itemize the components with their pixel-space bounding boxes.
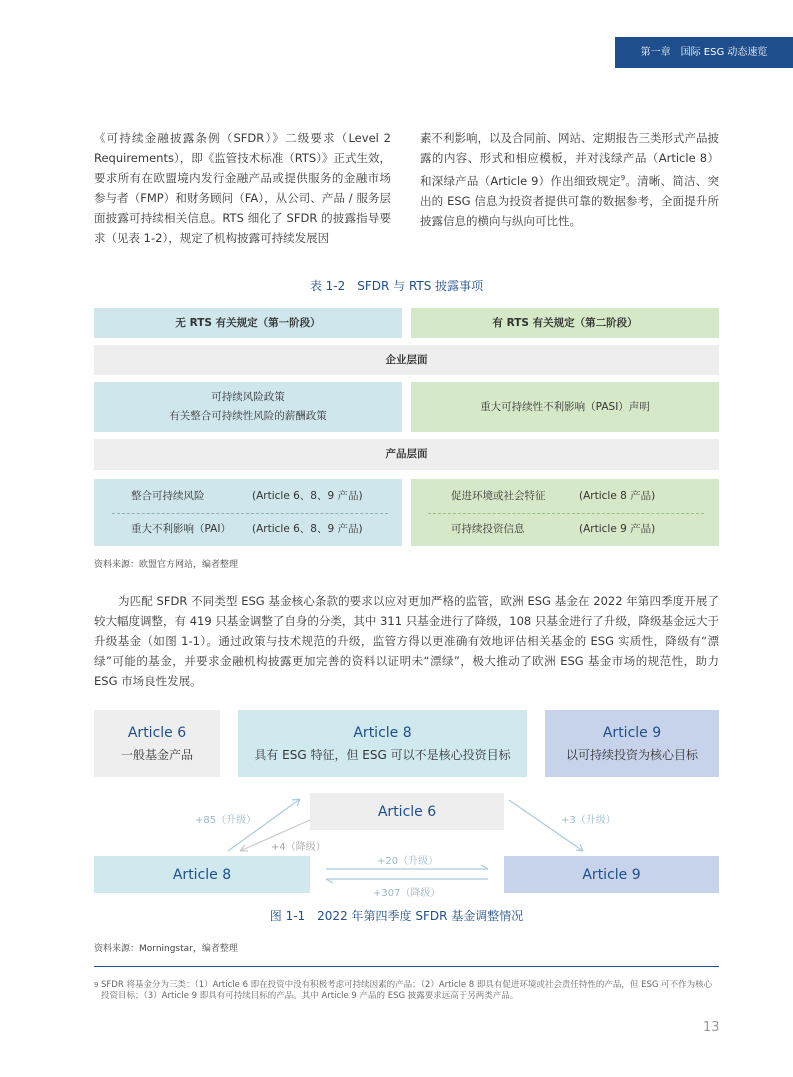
footnote-ref: 9 [620,174,626,182]
product-stage1-item-name: 重大不利影响（PAI） [131,523,231,535]
product-stage1-item-scope: (Article 6、8、9 产品) [252,523,363,535]
footnote [94,980,719,1002]
table-source: 资料来源：欧盟官方网站，编者整理 [94,560,239,570]
enterprise-stage2-cell: 重大可持续性不利影响（PASI）声明 [411,382,719,432]
enterprise-stage1-line2: 有关整合可持续性风险的薪酬政策 [169,410,327,422]
flow-label-a9-to-a8: +307（降级） [373,888,441,899]
product-stage2-item-name: 促进环境或社会特征 [451,490,546,502]
product-stage2-item-name: 可持续投资信息 [451,523,525,535]
intro-right-text-a: 素不利影响，以及合同前、网站、定期报告三类形式产品披露的内容、形式和相应模板，并对浅绿产品（Article 8）和深绿产品（Article 9）作出细致规定 [420,131,719,188]
flow-label-a8-to-a9: +20（升级） [377,856,439,867]
figure-article9-desc: 以可持续投资为核心目标 [565,747,698,762]
figure-source: 资料来源：Morningstar，编者整理 [94,944,238,954]
body-paragraph: 为匹配 SFDR 不同类型 ESG 基金核心条款的要求以应对更加严格的监管，欧洲 ESG 基金在 2022 年第四季度开展了较大幅度调整，有 419 只基金调整了自身的分类，其中 311 只基金进行了降级，108 只基金进行了升级，降级基金远大于升级基金（如图 1-1）。通过政策与技术规范的升级，监管方得以更准确有效地评估相关基金的 ESG 实质性，降级有“漂绿”可能的基金，并要求金融机构披露更加完善的资料以证明未“漂绿”，极大推动了欧洲 ESG 基金市场的规范性，助力 ESG 市场良性发展。 [94,594,719,688]
figure-mid-article6: Article 6 [310,793,504,830]
figure-article8-label: Article 8 [353,724,412,741]
chapter-tag: 第一章 国际 ESG 动态速览 [615,37,793,68]
footnote-divider [94,966,719,967]
footnote-text: SFDR 将基金分为三类：（1）Article 6 即在投资中没有积极考虑可持续因素的产品；（2）Article 8 即具有促进环境或社会责任特性的产品，但 ESG 可不作为核心投资目标；（3）Article 9 即具有可持续目标的产品。其中 Article 9 产品的 ESG 披露要求远高于另两类产品。 [101,980,713,1001]
section-product: 产品层面 [94,439,719,470]
figure-article8-desc: 具有 ESG 特征，但 ESG 可以不是核心投资目标 [254,747,511,762]
figure-left-article8: Article 8 [94,856,310,893]
table-title: 表 1-2 SFDR 与 RTS 披露事项 [309,279,484,293]
table-header-stage2: 有 RTS 有关规定（第二阶段） [411,308,719,338]
table-header-stage1: 无 RTS 有关规定（第一阶段） [94,308,402,338]
figure-right-article9: Article 9 [504,856,719,893]
product-stage2-item-scope: (Article 8 产品) [579,490,656,502]
figure-article9-label: Article 9 [602,724,662,741]
product-stage1-item-name: 整合可持续风险 [131,490,205,502]
figure-article6-label: Article 6 [127,724,187,741]
section-enterprise: 企业层面 [94,345,719,375]
product-stage1-item-scope: (Article 6、8、9 产品) [252,490,363,502]
flow-label-a6-to-a9: +3（升级） [561,815,616,826]
flow-label-a8-to-a6: +85（升级） [195,815,257,826]
intro-right-text-b: 。清晰、简洁、突出的 ESG 信息为投资者提供可靠的数据参考，全面提升所披露信息的横向与纵向可比性。 [420,173,719,228]
intro-left-paragraph: 《可持续金融披露条例（SFDR）》二级要求（Level 2 Requirements），即《监管技术标准（RTS）》正式生效，要求所有在欧盟境内发行金融产品或提供服务的金融市场参与者（FMP）和财务顾问（FA），从公司、产品 / 服务层面披露可持续相关信息。RTS 细化了 SFDR 的披露指导要求（见表 1-2），规定了机构披露可持续发展因 [94,131,391,245]
figure-title: 图 1-1 2022 年第四季度 SFDR 基金调整情况 [269,909,524,923]
enterprise-stage1-line1: 可持续风险政策 [211,391,285,403]
product-stage2-item-scope: (Article 9 产品) [579,523,656,535]
figure-article6-desc: 一般基金产品 [120,747,193,762]
footnote-mark: 9 [94,981,99,989]
flow-label-a6-to-a8: +4（降级） [271,842,326,853]
page-number: 13 [703,1020,720,1035]
